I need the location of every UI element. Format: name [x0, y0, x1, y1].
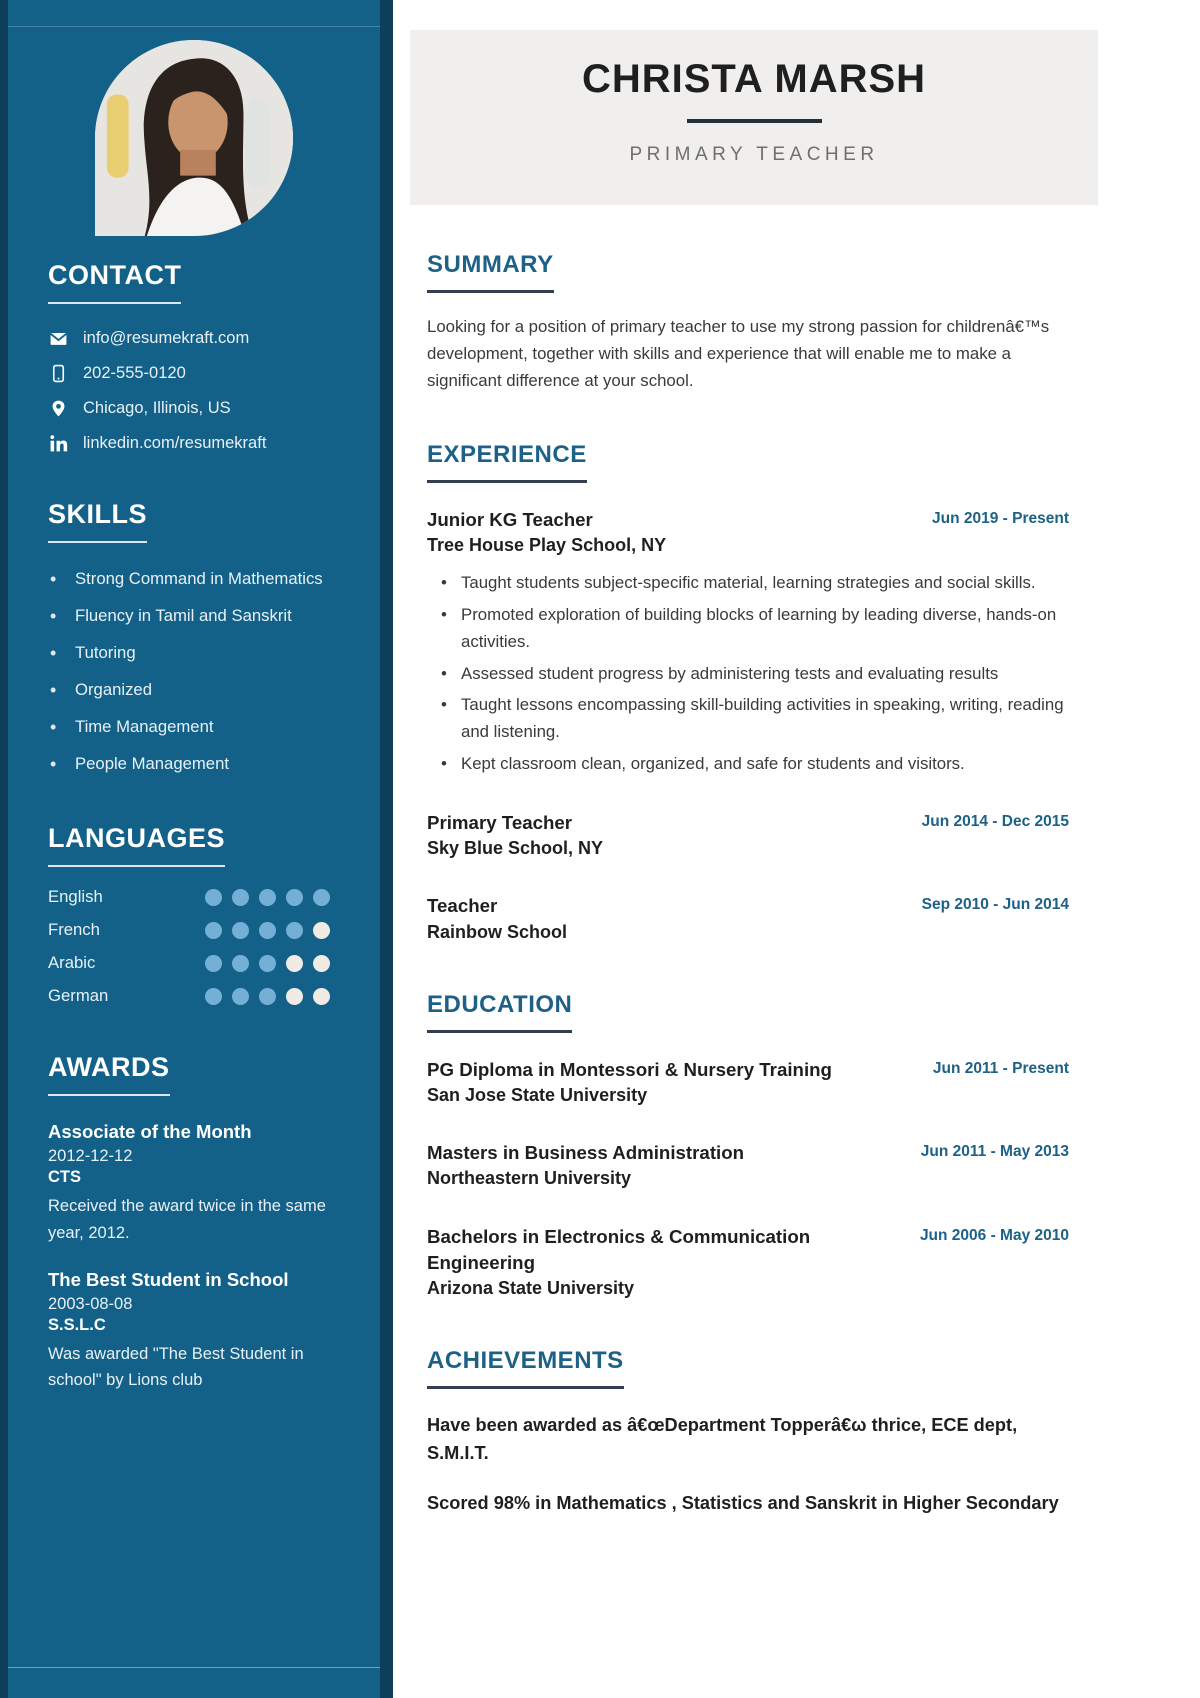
- education-entry: [427, 1224, 1069, 1302]
- job-company: Tree House Play School, NY: [427, 534, 667, 555]
- header-band: [410, 30, 1098, 205]
- languages-heading: LANGUAGES: [48, 823, 225, 867]
- job-title: Primary Teacher: [427, 812, 573, 834]
- sidebar-top-divider: [8, 26, 380, 27]
- level-dot-filled: [232, 988, 249, 1005]
- education-entry: [427, 1140, 1069, 1191]
- achievements-section: [427, 1347, 1069, 1518]
- award-org: S.S.L.C: [48, 1316, 106, 1334]
- education-heading: EDUCATION: [427, 991, 572, 1033]
- skill-item: • People Management: [48, 750, 330, 777]
- job-bullet: • Assessed student progress by administering tests and evaluating results: [427, 661, 1069, 688]
- job-dates: Sep 2010 - Jun 2014: [921, 896, 1069, 914]
- contact-phone-text: 202-555-0120: [83, 363, 186, 382]
- education-entry: [427, 1057, 1069, 1108]
- sidebar-content: [48, 260, 330, 1440]
- job-dates: Jun 2019 - Present: [932, 509, 1069, 527]
- sidebar: [0, 0, 380, 1698]
- experience-entry: [427, 893, 1069, 944]
- contact-location[interactable]: [48, 398, 330, 418]
- job-dates: Jun 2014 - Dec 2015: [921, 813, 1069, 831]
- level-dot-filled: [259, 889, 276, 906]
- level-dot-filled: [259, 955, 276, 972]
- person-job-title: PRIMARY TEACHER: [629, 144, 879, 165]
- level-dot-filled: [205, 988, 222, 1005]
- level-dot-filled: [259, 922, 276, 939]
- contact-phone[interactable]: [48, 363, 330, 383]
- languages-section: [48, 823, 330, 1006]
- job-title: Teacher: [427, 895, 498, 917]
- language-row: [48, 920, 330, 940]
- degree-title: Masters in Business Administration: [427, 1142, 745, 1164]
- skill-item: • Time Management: [48, 713, 330, 740]
- sidebar-bottom-divider: [0, 1667, 380, 1668]
- award-description: Received the award twice in the same year, 2012.: [48, 1197, 326, 1242]
- summary-section: [427, 251, 1069, 395]
- job-bullet: • Kept classroom clean, organized, and safe for students and visitors.: [427, 751, 1069, 778]
- experience-entry-head: [427, 507, 1069, 558]
- contact-email-text: info@resumekraft.com: [83, 328, 250, 347]
- contact-linkedin[interactable]: [48, 433, 330, 453]
- main-content: [393, 0, 1200, 1518]
- degree-title: Bachelors in Electronics & Communication Engineering: [427, 1225, 811, 1273]
- experience-entry: [427, 810, 1069, 861]
- language-name: Arabic: [48, 953, 96, 973]
- job-company: Sky Blue School, NY: [427, 838, 604, 859]
- level-dot-filled: [286, 889, 303, 906]
- contact-email[interactable]: [48, 328, 330, 348]
- email-icon: [48, 328, 68, 348]
- award-org: CTS: [48, 1168, 81, 1187]
- award-item: [48, 1268, 330, 1394]
- level-dot-empty: [313, 955, 330, 972]
- education-dates: Jun 2006 - May 2010: [919, 1226, 1069, 1244]
- level-dot-filled: [232, 889, 249, 906]
- contact-list: [48, 328, 330, 453]
- level-dot-filled: [205, 922, 222, 939]
- level-dot-empty: [313, 988, 330, 1005]
- sidebar-left-stripe: [0, 0, 8, 1698]
- level-dot-filled: [232, 922, 249, 939]
- phone-icon: [48, 363, 68, 383]
- award-description: Was awarded "The Best Student in school" by Lions club: [48, 1345, 304, 1390]
- level-dot-empty: [286, 955, 303, 972]
- achievement-item: Have been awarded as â€œDepartment Topperâ€ω thrice, ECE dept, S.M.I.T.: [427, 1415, 1018, 1464]
- language-name: German: [48, 986, 109, 1006]
- level-dot-filled: [205, 889, 222, 906]
- education-section: [427, 991, 1069, 1301]
- award-title: The Best Student in School: [48, 1269, 289, 1291]
- awards-heading: AWARDS: [48, 1052, 170, 1096]
- skill-item: • Tutoring: [48, 639, 330, 666]
- contact-linkedin-text: linkedin.com/resumekraft: [83, 433, 267, 452]
- job-bullet: • Taught students subject-specific material, learning strategies and social skills.: [427, 570, 1069, 597]
- school-name: San Jose State University: [427, 1084, 648, 1105]
- profile-photo: [95, 40, 293, 236]
- experience-heading: EXPERIENCE: [427, 441, 587, 483]
- education-entry-head: [427, 1140, 1069, 1191]
- contact-location-text: Chicago, Illinois, US: [83, 398, 231, 417]
- skills-list: [48, 565, 330, 777]
- job-bullet: • Promoted exploration of building blocks of learning by leading diverse, hands-on activities.: [427, 602, 1069, 656]
- school-name: Arizona State University: [427, 1277, 635, 1298]
- language-row: [48, 986, 330, 1006]
- awards-section: [48, 1052, 330, 1394]
- award-item: [48, 1120, 330, 1246]
- language-name: French: [48, 920, 100, 940]
- sidebar-right-stripe: [380, 0, 393, 1698]
- contact-section: [48, 260, 330, 453]
- language-level-dots: [205, 889, 330, 906]
- achievements-heading: ACHIEVEMENTS: [427, 1347, 624, 1389]
- experience-entry-head: [427, 810, 1069, 861]
- job-bullet: • Taught lessons encompassing skill-building activities in speaking, writing, reading and listening.: [427, 692, 1069, 746]
- job-bullets: [427, 570, 1069, 778]
- level-dot-filled: [286, 922, 303, 939]
- level-dot-filled: [232, 955, 249, 972]
- person-name: CHRISTA MARSH: [581, 57, 927, 101]
- achievement-item: Scored 98% in Mathematics , Statistics and Sanskrit in Higher Secondary: [427, 1493, 1059, 1514]
- experience-entry: [427, 507, 1069, 778]
- level-dot-filled: [205, 955, 222, 972]
- award-date: 2012-12-12: [48, 1147, 133, 1166]
- education-dates: Jun 2011 - Present: [932, 1059, 1069, 1077]
- level-dot-empty: [313, 922, 330, 939]
- location-icon: [48, 398, 68, 418]
- experience-entry-head: [427, 893, 1069, 944]
- skill-item: • Strong Command in Mathematics: [48, 565, 330, 592]
- skill-item: • Organized: [48, 676, 330, 703]
- languages-list: [48, 887, 330, 1006]
- award-date: 2003-08-08: [48, 1295, 133, 1313]
- language-level-dots: [205, 988, 330, 1005]
- award-title: Associate of the Month: [48, 1121, 252, 1143]
- summary-text: Looking for a position of primary teacher to use my strong passion for childrenâ€™s development, together with skills and experience that will enable me to make a significant difference at your school.: [427, 317, 1050, 391]
- job-company: Rainbow School: [427, 921, 568, 942]
- level-dot-filled: [259, 988, 276, 1005]
- level-dot-empty: [286, 988, 303, 1005]
- language-row: [48, 953, 330, 973]
- language-level-dots: [205, 922, 330, 939]
- skill-item: • Fluency in Tamil and Sanskrit: [48, 602, 330, 629]
- contact-heading: CONTACT: [48, 260, 181, 304]
- language-row: [48, 887, 330, 907]
- job-title: Junior KG Teacher: [427, 508, 593, 530]
- level-dot-filled: [313, 889, 330, 906]
- language-level-dots: [205, 955, 330, 972]
- education-dates: Jun 2011 - May 2013: [920, 1143, 1069, 1161]
- degree-title: PG Diploma in Montessori & Nursery Training: [427, 1058, 832, 1080]
- linkedin-icon: [48, 433, 68, 453]
- school-name: Northeastern University: [427, 1168, 632, 1189]
- summary-heading: SUMMARY: [427, 251, 554, 293]
- experience-section: [427, 441, 1069, 945]
- skills-section: [48, 499, 330, 777]
- education-entry-head: [427, 1224, 1069, 1302]
- skills-heading: SKILLS: [48, 499, 147, 543]
- education-entry-head: [427, 1057, 1069, 1108]
- language-name: English: [48, 887, 103, 907]
- name-underline: [687, 119, 822, 123]
- portrait-illustration: [95, 40, 293, 236]
